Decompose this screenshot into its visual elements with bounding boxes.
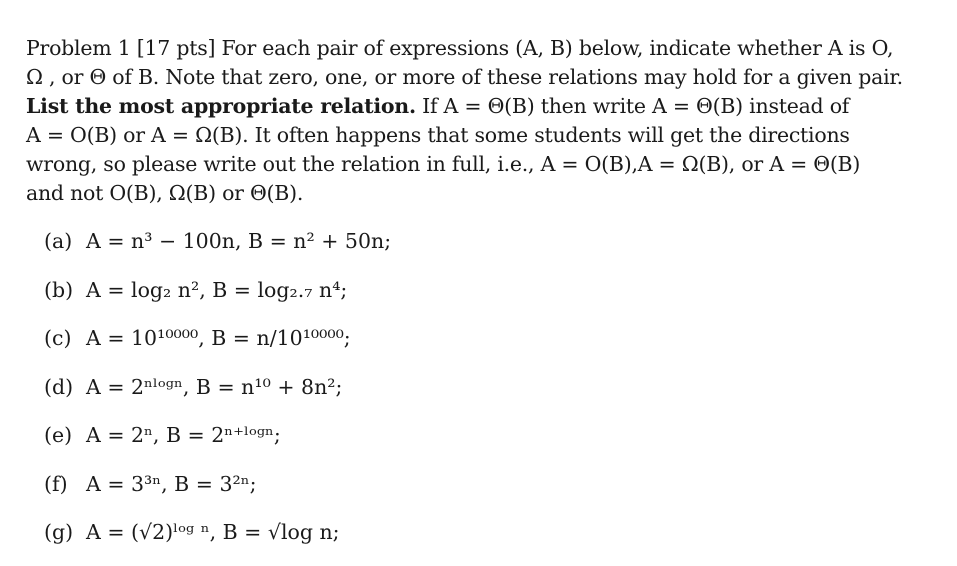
part-expression: A = 2ⁿ, B = 2ⁿ⁺ˡᵒᵍⁿ; <box>86 423 281 447</box>
part-label: (e) <box>44 423 73 447</box>
part-label: (f) <box>44 471 68 496</box>
list-item <box>44 275 391 324</box>
problem-line-4: A = O(B) or A = Ω(B). It often happens that some students will get the directions <box>26 123 850 147</box>
problem-statement <box>26 34 931 208</box>
problem-line-3-rest: If A = Θ(B) then write A = Θ(B) instead of <box>415 94 850 118</box>
part-expression: A = 2ⁿˡᵒᵍⁿ, B = n¹⁰ + 8n²; <box>86 374 343 399</box>
part-expression: A = (√2)ˡᵒᵍ ⁿ, B = √log n; <box>86 520 340 544</box>
part-expression: A = n³ − 100n, B = n² + 50n; <box>86 229 392 253</box>
part-label: (g) <box>44 520 74 544</box>
problem-line-3 <box>26 92 931 121</box>
part-label: (b) <box>44 277 74 302</box>
part-expression: A = log₂ n², B = log₂.₇ n⁴; <box>86 277 348 302</box>
problem-line-2: Ω , or Θ of B. Note that zero, one, or more of these relations may hold for a given pair. <box>26 65 903 89</box>
part-label: (a) <box>44 229 73 253</box>
part-label: (c) <box>44 326 72 350</box>
problem-parts-list <box>44 226 391 566</box>
problem-line-6: and not O(B), Ω(B) or Θ(B). <box>26 181 304 205</box>
problem-line-5: wrong, so please write out the relation in full, i.e., A = O(B),A = Ω(B), or A = Θ(B) <box>26 152 861 176</box>
list-item <box>44 420 391 469</box>
problem-page <box>26 34 931 544</box>
emphasis-text: List the most appropriate relation. <box>26 94 416 118</box>
list-item <box>44 517 391 566</box>
list-item <box>44 323 391 372</box>
part-expression: A = 10¹⁰⁰⁰⁰, B = n/10¹⁰⁰⁰⁰; <box>86 326 351 350</box>
part-expression: A = 3³ⁿ, B = 3²ⁿ; <box>86 471 257 496</box>
list-item <box>44 226 391 275</box>
list-item <box>44 372 391 421</box>
problem-line-1: Problem 1 [17 pts] For each pair of expressions (A, B) below, indicate whether A is O, <box>26 36 894 60</box>
list-item <box>44 469 391 518</box>
part-label: (d) <box>44 374 74 399</box>
